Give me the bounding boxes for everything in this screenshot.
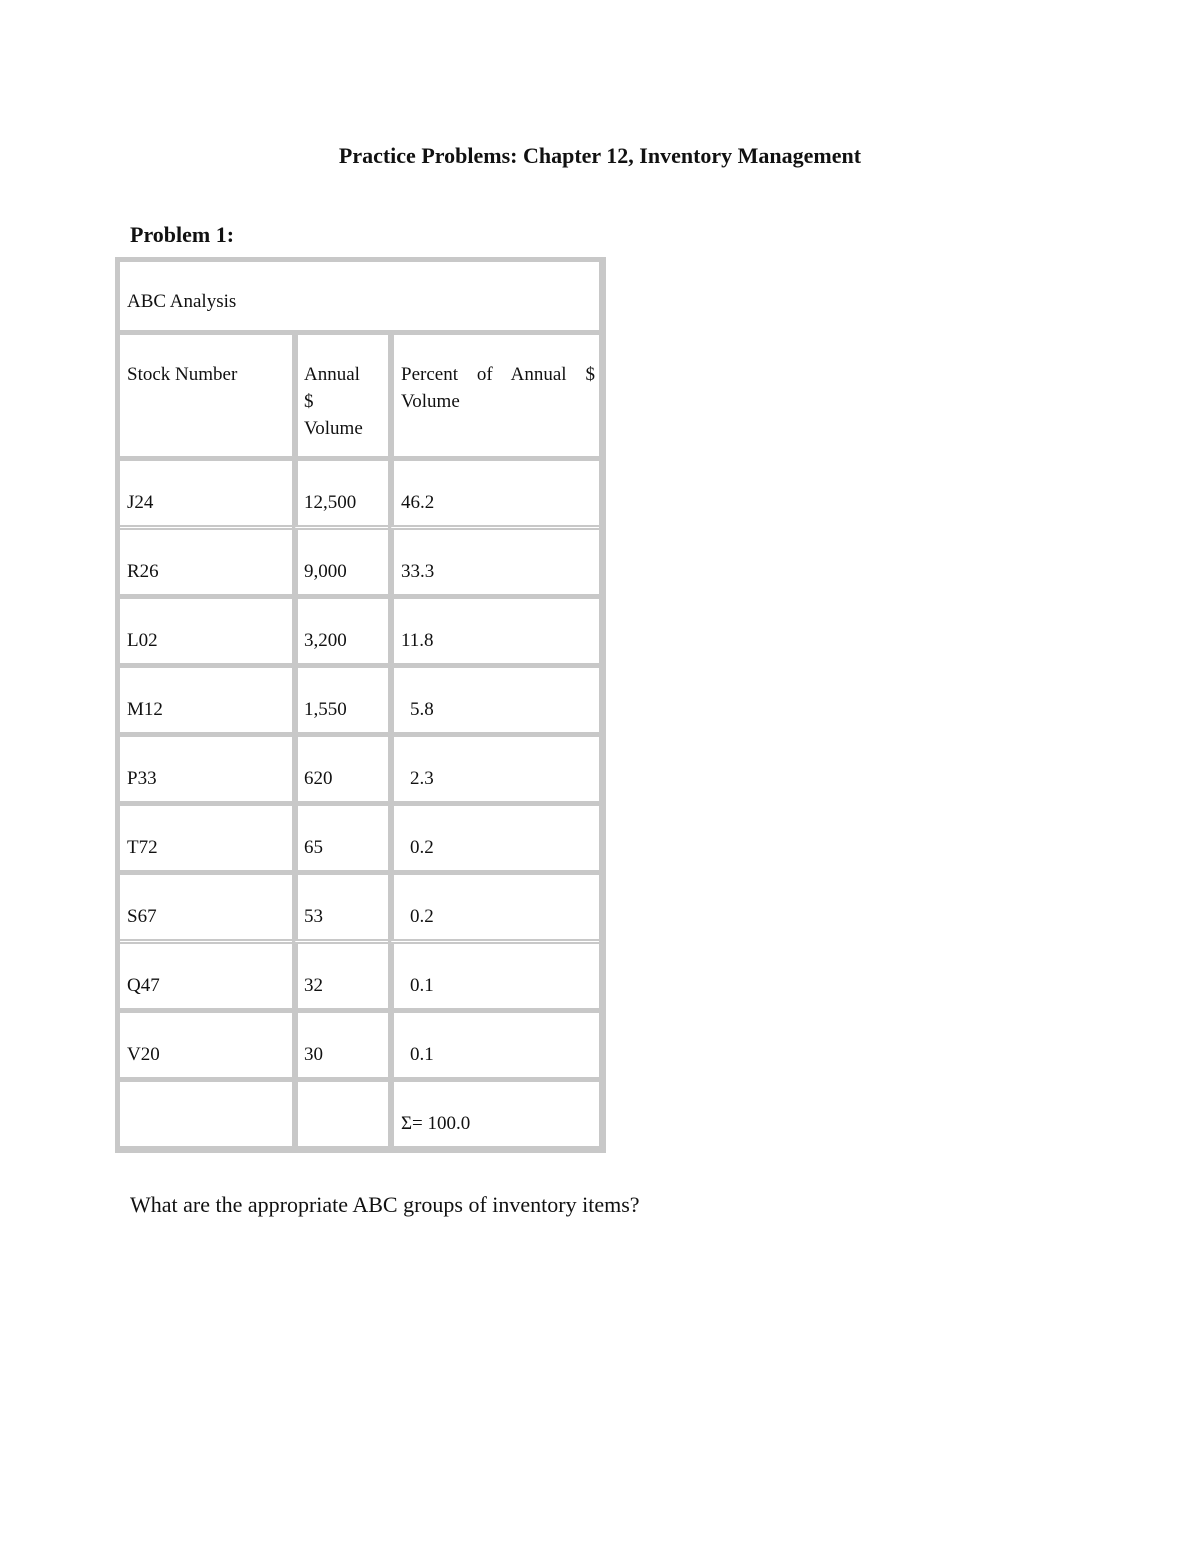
cell-volume: 620 (292, 732, 388, 801)
table-row (120, 732, 599, 801)
table-row (120, 1008, 599, 1077)
cell-stock: L02 (120, 594, 292, 663)
problem-heading: Problem 1: (130, 222, 235, 247)
cell-percent: 46.2 (388, 456, 599, 525)
document-title: Practice Problems: Chapter 12, Inventory Management (338, 143, 862, 168)
header-annual-volume: Annual $ Volume (292, 330, 388, 456)
table-row (120, 525, 599, 594)
cell-stock: Q47 (120, 939, 292, 1008)
cell-stock: P33 (120, 732, 292, 801)
table-caption-row (120, 262, 599, 330)
table-row (120, 594, 599, 663)
cell-percent: 2.3 (388, 732, 599, 801)
cell-percent: 0.2 (388, 870, 599, 939)
cell-stock: T72 (120, 801, 292, 870)
header-stock-number: Stock Number (120, 330, 292, 456)
cell-volume: 9,000 (292, 525, 388, 594)
cell-percent: 0.1 (388, 939, 599, 1008)
abc-analysis-table (115, 257, 606, 1153)
cell-volume: 30 (292, 1008, 388, 1077)
table-row (120, 663, 599, 732)
table-row (120, 870, 599, 939)
cell-percent: 11.8 (388, 594, 599, 663)
table-header-row (120, 330, 599, 456)
cell-percent: 33.3 (388, 525, 599, 594)
cell-percent: 0.2 (388, 801, 599, 870)
cell-volume: 65 (292, 801, 388, 870)
table-row (120, 939, 599, 1008)
table-row (120, 801, 599, 870)
cell-volume: 3,200 (292, 594, 388, 663)
cell-volume: 53 (292, 870, 388, 939)
table-caption: ABC Analysis (127, 291, 237, 312)
cell-stock: R26 (120, 525, 292, 594)
cell-stock: J24 (120, 456, 292, 525)
table-row (120, 456, 599, 525)
cell-stock: V20 (120, 1008, 292, 1077)
cell-stock-empty (120, 1077, 292, 1146)
cell-volume: 1,550 (292, 663, 388, 732)
header-percent-volume: Percent of Annual $ Volume (388, 330, 599, 456)
question-text: What are the appropriate ABC groups of inventory items? (130, 1192, 640, 1217)
cell-volume-empty (292, 1077, 388, 1146)
table-total-row (120, 1077, 599, 1146)
cell-stock: M12 (120, 663, 292, 732)
cell-percent: 0.1 (388, 1008, 599, 1077)
cell-total: Σ= 100.0 (388, 1077, 599, 1146)
cell-stock: S67 (120, 870, 292, 939)
cell-percent: 5.8 (388, 663, 599, 732)
cell-volume: 32 (292, 939, 388, 1008)
cell-volume: 12,500 (292, 456, 388, 525)
